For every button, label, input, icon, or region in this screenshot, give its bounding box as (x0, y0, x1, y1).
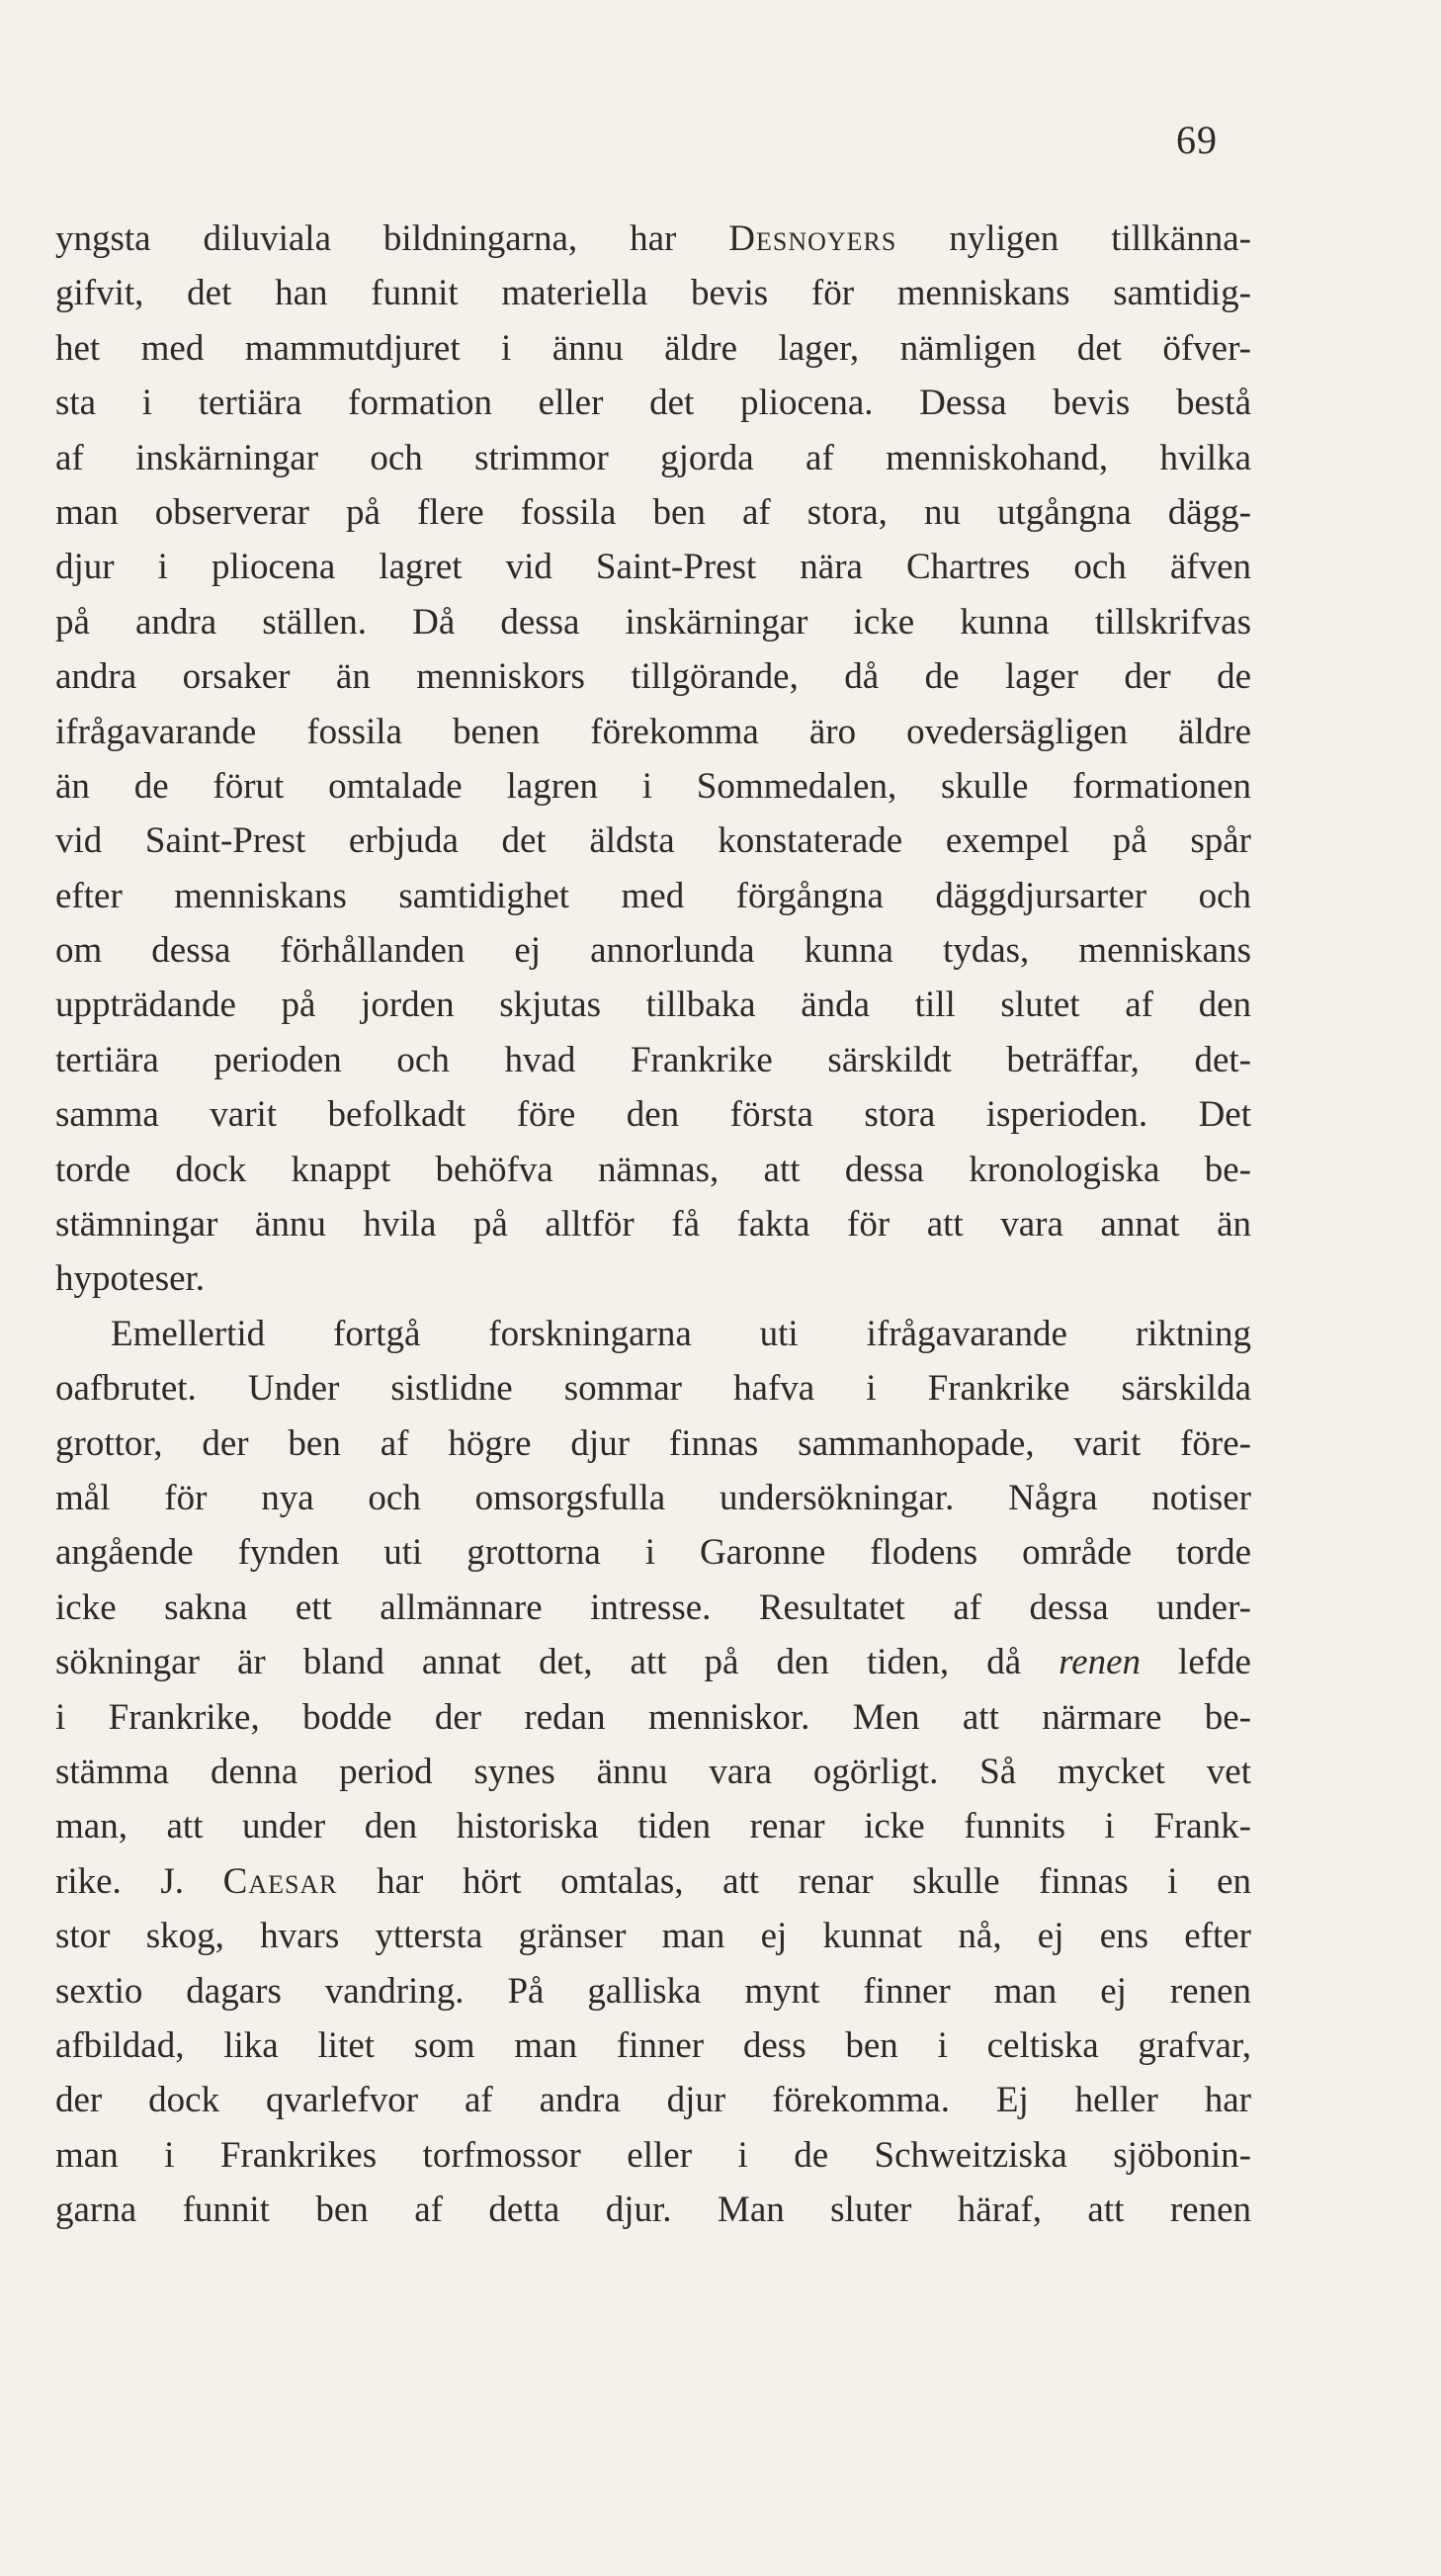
text-line: än de förut omtalade lagren i Sommedalen, skulle formationen (55, 765, 1251, 807)
text-line: garna funnit ben af detta djur. Man sluter häraf, att renen (55, 2190, 1251, 2231)
text-line: hypoteser. (55, 1258, 206, 1300)
text-line: stor skog, hvars yttersta gränser man ej kunnat nå, ej ens efter (55, 1916, 1251, 1957)
text-line: efter menniskans samtidighet med förgångna däggdjursarter och (55, 875, 1251, 916)
text-line: tertiära perioden och hvad Frankrike särskildt beträffar, det- (55, 1039, 1251, 1080)
body-text (55, 212, 1251, 2237)
text-line: på andra ställen. Då dessa inskärningar icke kunna tillskrifvas (55, 601, 1251, 643)
author-name-caesar: Caesar (222, 1860, 338, 1902)
text-line: oafbrutet. Under sistlidne sommar hafva i Frankrike särskilda (55, 1368, 1251, 1410)
text-line: man observerar på flere fossila ben af stora, nu utgångna dägg- (55, 491, 1251, 533)
italic-renen: renen (1059, 1642, 1142, 1683)
text-line: yngsta diluviala bildningarna, har Desnoyers nyligen tillkänna- (55, 218, 1251, 259)
text-line: grottor, der ben af högre djur finnas sammanhopade, varit före- (55, 1422, 1251, 1464)
text-line: het med mammutdjuret i ännu äldre lager, nämligen det öfver- (55, 327, 1251, 369)
text-line: gifvit, det han funnit materiella bevis för menniskans samtidig- (55, 273, 1251, 314)
text-line: samma varit befolkadt före den första stora isperioden. Det (55, 1094, 1251, 1136)
text-line: man i Frankrikes torfmossor eller i de Schweitziska sjöbonin- (55, 2134, 1251, 2176)
text-line: sta i tertiära formation eller det pliocena. Dessa bevis bestå (55, 383, 1251, 424)
text-line: angående fynden uti grottorna i Garonne flodens område torde (55, 1532, 1251, 1574)
text-line: der dock qvarlefvor af andra djur förekomma. Ej heller har (55, 2080, 1251, 2121)
page-number: 69 (1176, 118, 1218, 162)
text-line: stämma denna period synes ännu vara ogörligt. Så mycket vet (55, 1751, 1251, 1792)
text-line: uppträdande på jorden skjutas tillbaka ända till slutet af den (55, 985, 1251, 1026)
text-line: andra orsaker än menniskors tillgörande, då de lager der de (55, 656, 1251, 698)
text-line: man, att under den historiska tiden renar icke funnits i Frank- (55, 1806, 1251, 1847)
text-line: sextio dagars vandring. På galliska mynt finner man ej renen (55, 1970, 1251, 2012)
text-line: rike. J. Caesar har hört omtalas, att renar skulle finnas i en (55, 1860, 1251, 1902)
text-line: om dessa förhållanden ej annorlunda kunna tydas, menniskans (55, 930, 1251, 972)
text-line: mål för nya och omsorgsfulla undersökningar. Några notiser (55, 1477, 1251, 1518)
text-line: icke sakna ett allmännare intresse. Resultatet af dessa under- (55, 1587, 1251, 1628)
text-line: Emellertid fortgå forskningarna uti ifrågavarande riktning (111, 1313, 1251, 1354)
text-line: torde dock knappt behöfva nämnas, att dessa kronologiska be- (55, 1149, 1251, 1190)
text-line: af inskärningar och strimmor gjorda af menniskohand, hvilka (55, 437, 1251, 478)
text-line: ifrågavarande fossila benen förekomma äro ovedersägligen äldre (55, 711, 1251, 752)
author-name-desnoyers: Desnoyers (728, 218, 897, 259)
text-line: djur i pliocena lagret vid Saint-Prest nära Chartres och äfven (55, 547, 1251, 588)
text-line: i Frankrike, bodde der redan menniskor. Men att närmare be- (55, 1696, 1251, 1738)
text-line: sökningar är bland annat det, att på den tiden, då renen lefde (55, 1642, 1251, 1683)
text-line: afbildad, lika litet som man finner dess ben i celtiska grafvar, (55, 2024, 1251, 2066)
text-line: vid Saint-Prest erbjuda det äldsta konstaterade exempel på spår (55, 820, 1251, 862)
text-line: stämningar ännu hvila på alltför få fakta för att vara annat än (55, 1204, 1251, 1245)
